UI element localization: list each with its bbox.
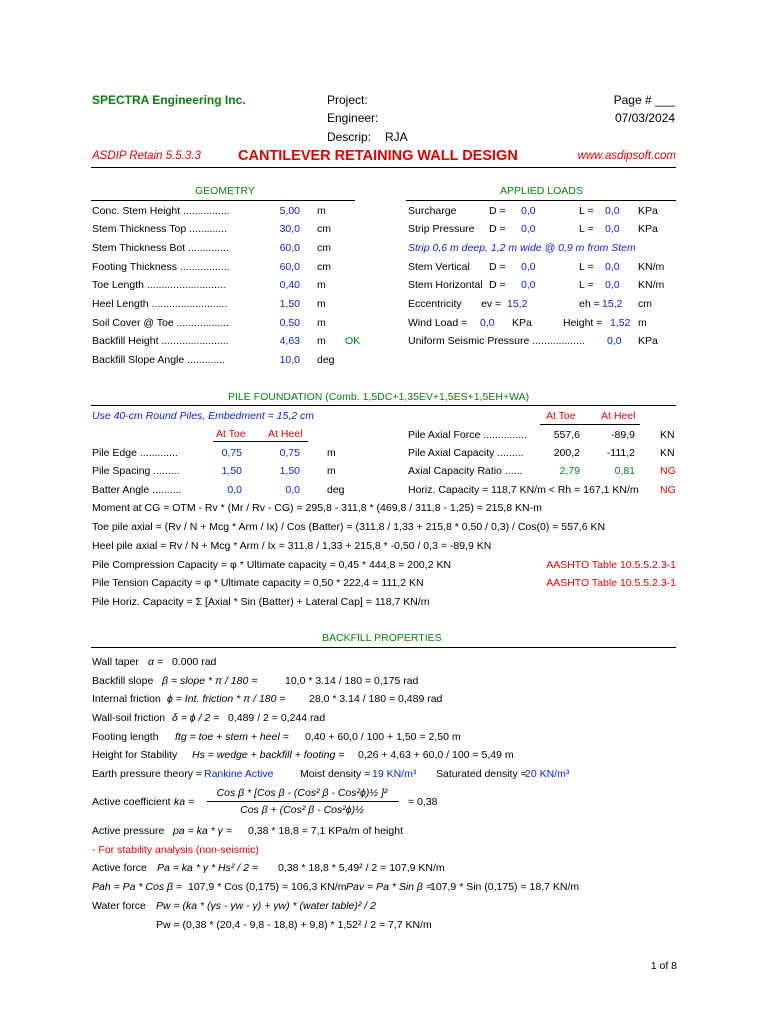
- horiz-capacity-status: NG: [660, 484, 676, 496]
- internal-friction-value: 28,0 * 3.14 / 180 = 0,489 rad: [309, 693, 443, 705]
- page-title: CANTILEVER RETAINING WALL DESIGN: [238, 148, 518, 164]
- height-label: Height =: [563, 317, 603, 329]
- unit: KPa: [512, 317, 532, 329]
- geometry-unit: cm: [317, 242, 331, 254]
- pile-edge-toe[interactable]: 0,75: [221, 447, 242, 459]
- strip-note: Strip 0,6 m deep, 1,2 m wide @ 0,9 m from Stem: [408, 242, 636, 254]
- saturated-density-label: Saturated density =: [436, 768, 527, 780]
- unit: KPa: [638, 205, 658, 217]
- internal-friction-label: Internal friction: [92, 693, 161, 705]
- wall-taper-symbol: α =: [148, 656, 164, 668]
- backfill-slope-value: 10,0 * 3.14 / 180 = 0,175 rad: [285, 675, 419, 687]
- earth-theory-value[interactable]: Rankine Active: [204, 768, 274, 780]
- stem-horizontal-label: Stem Horizontal: [408, 279, 483, 291]
- stability-height-label: Height for Stability: [92, 749, 178, 761]
- active-pressure-label: Active pressure: [92, 825, 165, 837]
- geometry-label: Stem Thickness Bot ..............: [92, 242, 229, 254]
- pile-spacing-toe[interactable]: 1,50: [221, 465, 242, 477]
- backfill-divider: [91, 647, 676, 648]
- d-label: D =: [489, 279, 506, 291]
- stability-height-eq: Hs = wedge + backfill + footing =: [192, 749, 345, 761]
- compression-capacity-line: Pile Compression Capacity = φ * Ultimate capacity = 0,45 * 444,8 = 200,2 KN: [92, 559, 452, 571]
- page-number: Page # ___: [613, 93, 675, 107]
- footing-length-label: Footing length: [92, 731, 159, 743]
- heel-pile-axial-line: Heel pile axial = Rv / N + Mcg * Arm / Ix = 311,8 / 1,33 + 215,8 * -0,50 / 0,3 = -89,9 KN: [92, 540, 492, 552]
- date: 07/03/2024: [614, 111, 675, 125]
- strip-dead[interactable]: 0,0: [521, 223, 536, 235]
- pile-axial-force-label: Pile Axial Force ...............: [408, 429, 528, 441]
- toe-pile-axial-line: Toe pile axial = (Rv / N + Mcg * Arm / Ix) / Cos (Batter) = (311,8 / 1,33 + 215,8 * 0,50 / 0,3) / Cos(0) = 557,6 KN: [92, 521, 606, 533]
- moment-cg-line: Moment at CG = OTM - Rv * (Mr / Rv - CG) = 295,8 - 311,8 * (469,8 / 311,8 - 1,25) = 215,8 KN-m: [92, 502, 542, 514]
- wall-taper-label: Wall taper: [92, 656, 139, 668]
- pav-value: 107,9 * Sin (0,175) = 18,7 KN/m: [430, 881, 580, 893]
- geometry-unit: m: [317, 205, 326, 217]
- pile-axial-capacity-heel: -111,2: [606, 447, 635, 459]
- company-name: SPECTRA Engineering Inc.: [92, 93, 246, 107]
- pile-edge-label: Pile Edge .............: [92, 447, 178, 459]
- water-force-value: Pw = (0,38 * (20,4 - 9,8 - 18,8) + 9,8) * 1,52² / 2 = 7,7 KN/m: [156, 919, 432, 931]
- geometry-value[interactable]: 60,0: [279, 261, 300, 273]
- geometry-label: Soil Cover @ Toe ..................: [92, 317, 230, 329]
- geometry-value[interactable]: 1,50: [279, 298, 300, 310]
- geometry-value[interactable]: 4,63: [279, 335, 300, 347]
- stem-vertical-live[interactable]: 0,0: [605, 261, 620, 273]
- unit: m: [327, 447, 336, 459]
- engineer-label: Engineer:: [327, 111, 379, 125]
- geometry-value[interactable]: 0,50: [279, 317, 300, 329]
- active-force-value: 0,38 * 18,8 * 5,49² / 2 = 107,9 KN/m: [278, 862, 445, 874]
- wall-soil-friction-label: Wall-soil friction: [92, 712, 166, 724]
- ev-label: ev =: [481, 298, 502, 310]
- unit: KPa: [638, 223, 658, 235]
- backfill-heading: BACKFILL PROPERTIES: [322, 632, 442, 644]
- website-link[interactable]: www.asdipsoft.com: [577, 150, 676, 162]
- pile-spacing-label: Pile Spacing .........: [92, 465, 180, 477]
- axial-ratio-heel: 0,81: [614, 465, 635, 477]
- footing-length-eq: ftg = toe + stem + heel =: [175, 731, 289, 743]
- descrip-value: RJA: [385, 130, 408, 144]
- geometry-label: Conc. Stem Height ................: [92, 205, 230, 217]
- wall-soil-friction-eq: δ = ϕ / 2 =: [172, 712, 220, 724]
- stem-vertical-label: Stem Vertical: [408, 261, 470, 273]
- unit: deg: [327, 484, 345, 496]
- water-force-label: Water force: [92, 900, 146, 912]
- pile-axial-capacity-toe: 200,2: [553, 447, 580, 459]
- active-coefficient-value: = 0,38: [408, 796, 438, 808]
- geometry-divider: [91, 200, 355, 201]
- unit: m: [638, 317, 647, 329]
- batter-angle-heel[interactable]: 0,0: [285, 484, 300, 496]
- pile-note: Use 40-cm Round Piles, Embedment = 15,2 cm: [92, 410, 315, 422]
- surcharge-label: Surcharge: [408, 205, 457, 217]
- col-toe-right: At Toe: [546, 410, 576, 422]
- geometry-unit: m: [317, 279, 326, 291]
- axial-ratio-status: NG: [660, 465, 676, 477]
- geometry-unit: cm: [317, 223, 331, 235]
- footing-length-value: 0,40 + 60,0 / 100 + 1,50 = 2,50 m: [305, 731, 461, 743]
- pah-value: 107,9 * Cos (0,175) = 106,3 KN/m: [188, 881, 347, 893]
- geometry-value[interactable]: 10,0: [279, 354, 300, 366]
- backfill-height-status: OK: [345, 335, 361, 347]
- stem-horizontal-dead[interactable]: 0,0: [521, 279, 536, 291]
- active-coefficient-symbol: ka =: [174, 796, 195, 808]
- saturated-density-value[interactable]: 20 KN/m³: [525, 768, 570, 780]
- pile-axial-force-toe: 557,6: [553, 429, 580, 441]
- pile-axial-force-heel: -89,9: [611, 429, 635, 441]
- pile-right-col-divider: [540, 424, 640, 425]
- col-toe-left: At Toe: [216, 428, 246, 440]
- surcharge-dead[interactable]: 0,0: [521, 205, 536, 217]
- eccentricity-label: Eccentricity: [408, 298, 462, 310]
- page-footer: 1 of 8: [650, 960, 677, 972]
- tension-capacity-line: Pile Tension Capacity = φ * Ultimate capacity = 0,50 * 222,4 = 111,2 KN: [92, 577, 424, 589]
- stability-height-value: 0,26 + 4,63 + 60,0 / 100 = 5,49 m: [358, 749, 514, 761]
- col-heel-left: At Heel: [268, 428, 303, 440]
- geometry-value[interactable]: 60,0: [279, 242, 300, 254]
- unit: KPa: [638, 335, 658, 347]
- batter-angle-toe[interactable]: 0,0: [227, 484, 242, 496]
- unit: KN/m: [638, 261, 665, 273]
- eccentricity-eh[interactable]: 15,2: [602, 298, 623, 310]
- geometry-value[interactable]: 0,40: [279, 279, 300, 291]
- seismic-value[interactable]: 0,0: [607, 335, 622, 347]
- backfill-slope-label: Backfill slope: [92, 675, 154, 687]
- loads-heading: APPLIED LOADS: [500, 185, 583, 197]
- batter-angle-label: Batter Angle ..........: [92, 484, 182, 496]
- wall-taper-value: 0.000 rad: [172, 656, 217, 668]
- geometry-unit: m: [317, 317, 326, 329]
- col-heel-right: At Heel: [601, 410, 636, 422]
- stability-note: - For stability analysis (non-seismic): [92, 844, 259, 856]
- moist-density-value[interactable]: 19 KN/m³: [372, 768, 417, 780]
- geometry-label: Backfill Slope Angle .............: [92, 354, 226, 366]
- moist-density-label: Moist density =: [300, 768, 371, 780]
- unit: KN/m: [638, 279, 665, 291]
- loads-divider: [406, 200, 676, 201]
- eh-label: eh =: [579, 298, 600, 310]
- geometry-unit: m: [317, 298, 326, 310]
- pah-eq: Pah = Pa * Cos β =: [92, 881, 183, 893]
- unit: KN: [660, 447, 675, 459]
- pile-edge-heel[interactable]: 0,75: [279, 447, 300, 459]
- active-pressure-eq: pa = ka * γ =: [173, 825, 232, 837]
- l-label: L =: [579, 261, 594, 273]
- earth-theory-label: Earth pressure theory =: [92, 768, 203, 780]
- software-version: ASDIP Retain 5.5.3.3: [92, 150, 201, 162]
- pile-heading: PILE FOUNDATION (Comb. 1,5DC+1,35EV+1,5ES+1,5EH+WA): [228, 391, 530, 403]
- wind-value[interactable]: 0,0: [480, 317, 495, 329]
- active-force-label: Active force: [92, 862, 147, 874]
- l-label: L =: [579, 223, 594, 235]
- unit: cm: [638, 298, 652, 310]
- pile-left-col-divider: [213, 441, 308, 442]
- strip-label: Strip Pressure: [408, 223, 475, 235]
- strip-live[interactable]: 0,0: [605, 223, 620, 235]
- geometry-label: Toe Length ...........................: [92, 279, 226, 291]
- stem-vertical-dead[interactable]: 0,0: [521, 261, 536, 273]
- ka-denominator: Cos β + (Cos² β - Cos²ϕ)½: [240, 804, 364, 816]
- active-coefficient-label: Active coefficient: [92, 796, 171, 808]
- pile-spacing-heel[interactable]: 1,50: [279, 465, 300, 477]
- horiz-capacity-line: Pile Horiz. Capacity = Σ [Axial * Sin (Batter) + Lateral Cap] = 118,7 KN/m: [92, 596, 430, 608]
- header-divider: [91, 167, 676, 168]
- geometry-label: Footing Thickness .................: [92, 261, 230, 273]
- l-label: L =: [579, 205, 594, 217]
- geometry-label: Heel Length ..........................: [92, 298, 228, 310]
- backfill-slope-eq: β = slope * π / 180 =: [162, 675, 258, 687]
- project-label: Project:: [327, 93, 368, 107]
- geometry-unit: deg: [317, 354, 335, 366]
- unit: KN: [660, 429, 675, 441]
- d-label: D =: [489, 223, 506, 235]
- geometry-unit: m: [317, 335, 326, 347]
- internal-friction-eq: ϕ = Int. friction * π / 180 =: [167, 693, 286, 705]
- seismic-label: Uniform Seismic Pressure ..................: [408, 335, 585, 347]
- d-label: D =: [489, 205, 506, 217]
- water-force-eq: Pw = (ka * (γs - γw - γ) + γw) * (water table)² / 2: [156, 900, 376, 912]
- ka-fraction-bar: [207, 801, 399, 802]
- d-label: D =: [489, 261, 506, 273]
- pile-axial-capacity-label: Pile Axial Capacity .........: [408, 447, 524, 459]
- wind-height[interactable]: 1,52: [610, 317, 631, 329]
- active-pressure-value: 0,38 * 18,8 = 7,1 KPa/m of height: [248, 825, 403, 837]
- active-force-eq: Pa = ka * γ * Hs² / 2 =: [157, 862, 258, 874]
- geometry-heading: GEOMETRY: [195, 185, 255, 197]
- axial-ratio-label: Axial Capacity Ratio ......: [408, 465, 523, 477]
- pile-divider: [91, 405, 676, 406]
- stem-horizontal-live[interactable]: 0,0: [605, 279, 620, 291]
- ka-numerator: Cos β * [Cos β - (Cos² β - Cos²ϕ)½ ]²: [216, 787, 388, 799]
- horiz-capacity-check: Horiz. Capacity = 118,7 KN/m < Rh = 167,1 KN/m: [408, 484, 639, 496]
- unit: m: [327, 465, 336, 477]
- axial-ratio-toe: 2,79: [559, 465, 580, 477]
- compression-reference: AASHTO Table 10.5.5.2.3-1: [546, 559, 676, 571]
- geometry-label: Backfill Height .......................: [92, 335, 229, 347]
- geometry-value[interactable]: 30,0: [279, 223, 300, 235]
- geometry-label: Stem Thickness Top .............: [92, 223, 227, 235]
- tension-reference: AASHTO Table 10.5.5.2.3-1: [546, 577, 676, 589]
- wind-label: Wind Load =: [408, 317, 468, 329]
- eccentricity-ev[interactable]: 15,2: [507, 298, 528, 310]
- surcharge-live[interactable]: 0,0: [605, 205, 620, 217]
- geometry-value[interactable]: 5,00: [279, 205, 300, 217]
- l-label: L =: [579, 279, 594, 291]
- descrip-label: Descrip:: [327, 130, 372, 144]
- pav-eq: Pav = Pa * Sin β =: [346, 881, 432, 893]
- wall-soil-friction-value: 0,489 / 2 = 0,244 rad: [228, 712, 326, 724]
- geometry-unit: cm: [317, 261, 331, 273]
